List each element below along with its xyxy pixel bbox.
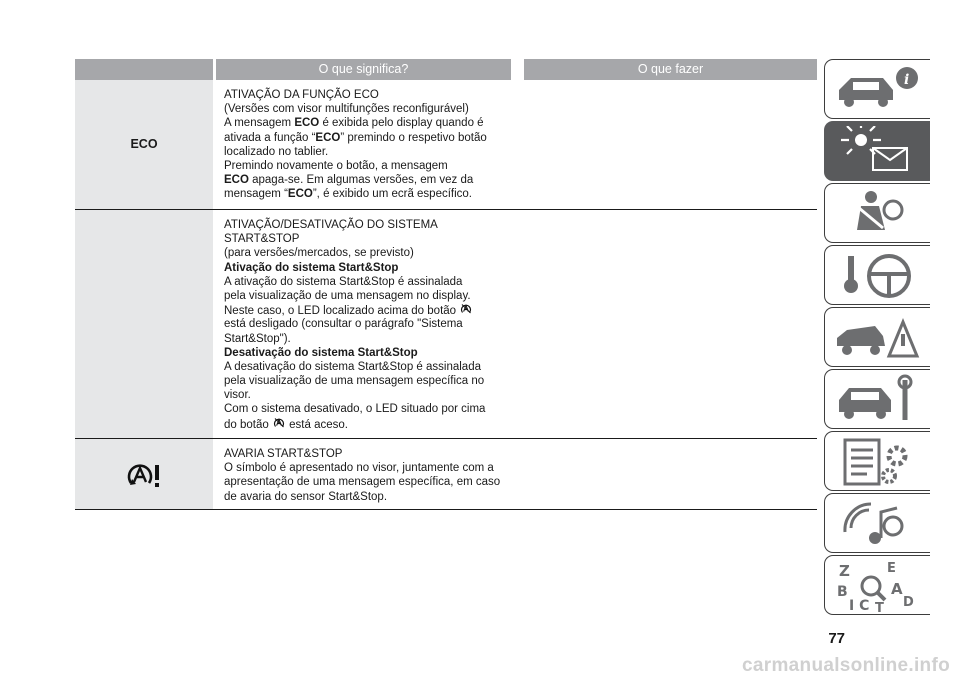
description-line [224,218,524,232]
svg-text:D: D [903,595,914,610]
table-row [75,439,817,510]
chapter-tab-index[interactable] [824,555,930,615]
text-run: A mensagem [224,117,295,130]
description-line [224,246,524,260]
bold-text: ECO [315,131,341,144]
description-line [224,275,524,289]
description-line [224,173,524,187]
description-line [224,402,524,416]
table-row [75,210,817,439]
text-run: está aceso. [285,418,348,431]
description-line [224,490,524,504]
svg-text:Z: Z [839,562,850,580]
text-run: do botão [224,418,272,431]
text-run: mensagem “ [224,188,288,201]
multimedia-music-icon [831,498,925,550]
chapter-tab-emergency[interactable] [824,307,930,367]
description-line [224,145,524,159]
text-run: apaga-se. Em algumas versões, em vez da [248,174,474,187]
symbol-cell [75,210,213,439]
text-run: ”, é exibido um ecrã específico. [312,188,473,201]
text-run: Neste caso, o LED localizado acima do botão [224,305,460,318]
description-line [224,360,524,374]
svg-text:E: E [887,561,896,576]
text-run: de avaria do sensor Start&Stop. [224,490,388,503]
description-line [224,346,524,360]
chapter-tab-dashboard-lights[interactable] [824,121,930,181]
chapter-tab-maintenance[interactable] [824,369,930,429]
text-run: Com o sistema desativado, o LED situado por cima [224,403,486,416]
car-warning-triangle-icon [831,312,925,364]
text-run: ” premindo o respetivo botão [340,131,487,144]
bold-text: ECO [224,174,249,187]
start-stop-icon [460,303,472,315]
row-description [224,447,524,504]
warning-light-message-icon [831,126,925,178]
header-symbol [75,59,213,80]
description-line [224,447,524,461]
eco-symbol-label: ECO [130,137,158,151]
text-run: ativada a função “ [224,131,316,144]
table-row [75,80,817,210]
description-line [224,388,524,402]
key-steering-wheel-icon [831,250,925,302]
chapter-tab-technical-data[interactable] [824,431,930,491]
description-line [224,417,524,431]
description-line [224,116,524,130]
text-run: ATIVAÇÃO DA FUNÇÃO ECO [224,89,379,101]
description-line [224,88,524,102]
bold-text: ECO [294,117,320,130]
text-run: START&STOP [224,233,300,246]
description-line [224,187,524,201]
text-run: pela visualização de uma mensagem no display. [224,289,471,302]
chapter-tab-knowing-car[interactable] [824,59,930,119]
page-number: 77 [828,630,845,647]
description-line [224,261,524,275]
chapter-tab-starting-driving[interactable] [824,245,930,305]
header-action: O que fazer [524,59,817,80]
text-run: apresentação de uma mensagem específica, em caso [224,476,501,489]
text-run: está desligado (consultar o parágrafo "Sistema [224,318,463,331]
text-run: visor. [224,389,251,402]
row-divider [75,509,817,510]
bold-text: Ativação do sistema Start&Stop [224,261,399,274]
text-run: AVARIA START&STOP [224,448,343,460]
symbol-cell [75,80,213,210]
text-run: O símbolo é apresentado no visor, juntamente com a [224,462,494,475]
text-run: pela visualização de uma mensagem específica no [224,375,485,388]
chapter-tab-safety[interactable] [824,183,930,243]
svg-text:A: A [891,580,903,598]
start-stop-failure-icon [122,462,166,490]
text-run: (para versões/mercados, se previsto) [224,247,414,260]
row-description [224,218,524,431]
bold-text: Desativação do sistema Start&Stop [224,346,418,359]
text-run: é exibida pelo display quando é [319,117,484,130]
description-line [224,303,524,317]
header-meaning: O que significa? [216,59,511,80]
svg-text:T: T [875,601,884,612]
row-description [224,88,524,202]
text-run: (Versões com visor multifunções reconfigurável) [224,103,469,116]
description-line [224,475,524,489]
svg-text:i: i [904,72,910,88]
alphabet-index-icon [831,560,925,612]
chapter-tab-multimedia[interactable] [824,493,930,553]
car-info-icon [831,64,925,116]
description-line [224,461,524,475]
symbol-cell [75,439,213,510]
description-line [224,232,524,246]
description-line [224,289,524,303]
description-line [224,332,524,346]
text-run: A ativação do sistema Start&Stop é assinalada [224,275,463,288]
text-run: A desativação do sistema Start&Stop é assinalada [224,360,481,373]
bold-text: ECO [287,188,313,201]
description-line [224,131,524,145]
airbag-seatbelt-icon [831,188,925,240]
description-line [224,317,524,331]
text-run: Premindo novamente o botão, a mensagem [224,159,448,172]
svg-text:B: B [837,584,848,600]
chapter-navigation [824,59,930,612]
document-gear-icon [831,436,925,488]
text-run: ATIVAÇÃO/DESATIVAÇÃO DO SISTEMA [224,219,438,231]
svg-text:I C: I C [849,598,870,612]
start-stop-icon [273,417,285,429]
description-line [224,102,524,116]
text-run: localizado no tablier. [224,145,329,158]
description-line [224,374,524,388]
text-run: Start&Stop"). [224,332,291,345]
watermark: carmanualsonline.info [742,655,950,676]
description-line [224,159,524,173]
car-wrench-icon [831,374,925,426]
